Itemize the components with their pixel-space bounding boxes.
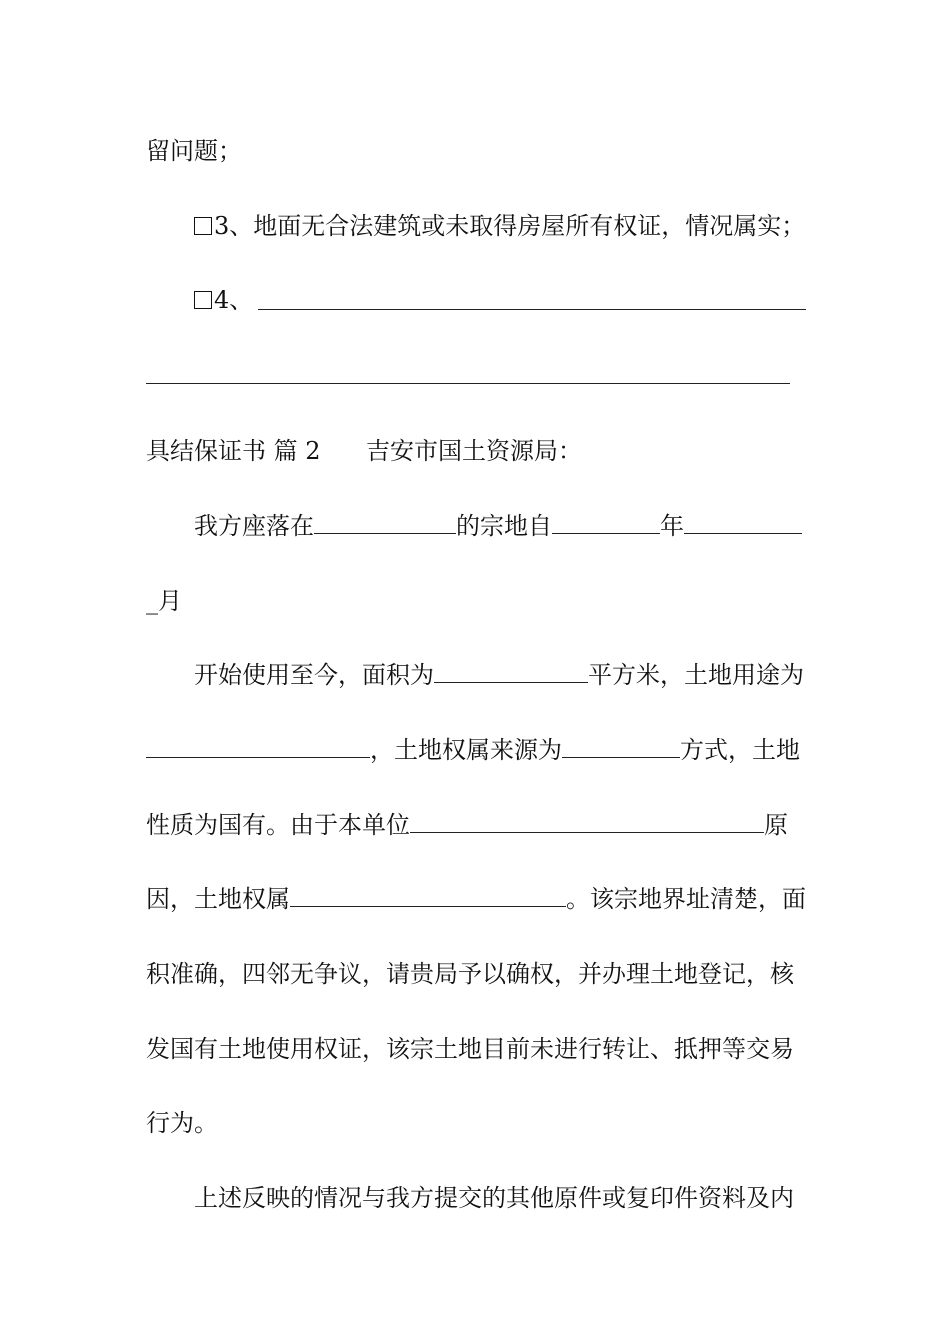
line-text: 年 [660, 512, 684, 540]
text-line-6 [194, 509, 802, 543]
blank-line [146, 383, 790, 384]
line-text: 。该宗地界址清楚，面 [566, 885, 806, 913]
checkbox-item-4 [194, 283, 253, 317]
checkbox-item-3 [194, 209, 805, 243]
line-text: ，土地权属来源为 [370, 736, 562, 764]
blank-usage [146, 735, 370, 758]
line-text: 的宗地自 [456, 512, 552, 540]
blank-line [258, 309, 806, 310]
text-line-9 [146, 733, 800, 767]
text-line-7 [146, 584, 182, 618]
line-text: 上述反映的情况与我方提交的其他原件或复印件资料及内 [194, 1184, 794, 1212]
blank-reason [410, 810, 764, 833]
line-text: 因，土地权属 [146, 885, 290, 913]
blank-ownership [290, 884, 566, 907]
line-text: 发国有土地使用权证，该宗土地目前未进行转让、抵押等交易 [146, 1035, 794, 1063]
blank-year [552, 511, 660, 534]
line-text: 方式，土地 [680, 736, 800, 764]
text-line-10 [146, 808, 788, 842]
addressee-text: 吉安市国土资源局： [366, 437, 582, 465]
checkbox-icon[interactable] [194, 291, 212, 309]
text-line-11 [146, 882, 806, 916]
line-text: 我方座落在 [194, 512, 314, 540]
section-heading [146, 434, 321, 468]
line-text: 平方米，土地用途为 [588, 661, 804, 689]
text-line-14 [146, 1106, 218, 1140]
line-text: 留问题； [146, 137, 242, 165]
text-line-13 [146, 1032, 794, 1066]
checkbox-icon[interactable] [194, 217, 212, 235]
checkbox-item-3-label: 3、地面无合法建筑或未取得房屋所有权证，情况属实； [214, 212, 806, 240]
line-text: 性质为国有。由于本单位 [146, 811, 410, 839]
addressee [366, 434, 582, 468]
blank-month [684, 511, 802, 534]
blank-area [434, 660, 588, 683]
text-line-12 [146, 957, 794, 991]
text-line-1 [146, 134, 242, 168]
text-line-8 [194, 658, 804, 692]
line-text: 积准确，四邻无争议，请贵局予以确权，并办理土地登记，核 [146, 960, 794, 988]
heading-title: 具结保证书 篇 2 [146, 437, 321, 465]
line-text: _月 [146, 587, 182, 615]
line-text: 开始使用至今，面积为 [194, 661, 434, 689]
blank-location [314, 511, 456, 534]
line-text: 行为。 [146, 1109, 218, 1137]
blank-source [562, 735, 680, 758]
line-text: 原 [764, 811, 788, 839]
checkbox-item-4-label: 4、 [214, 286, 254, 314]
text-line-15 [194, 1181, 794, 1215]
